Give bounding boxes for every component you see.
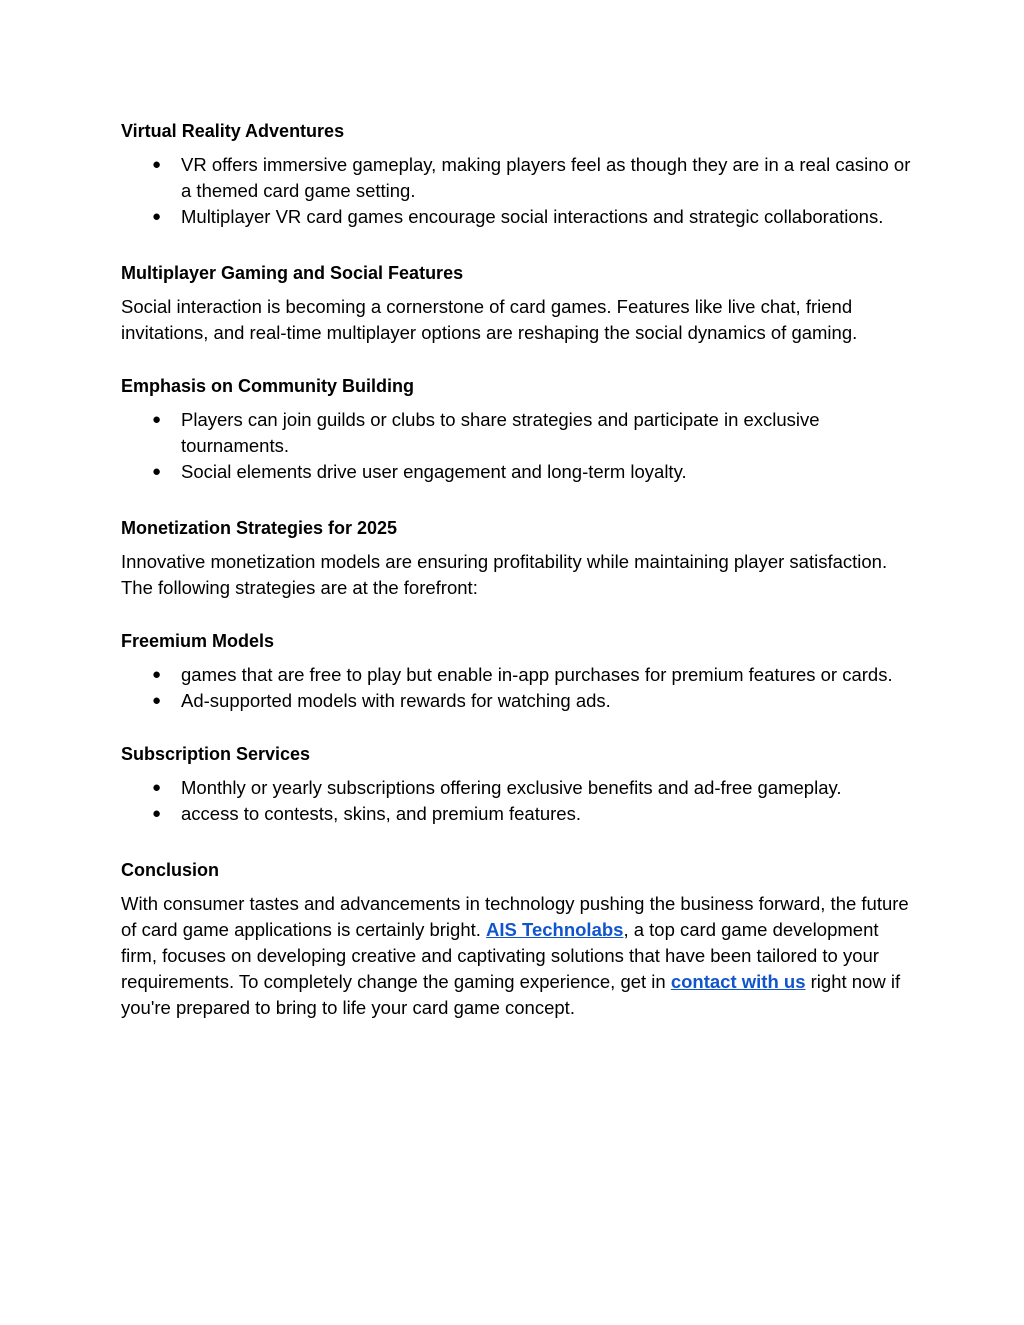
list-item: ● VR offers immersive gameplay, making players feel as though they are in a real casino or a themed card game setting. — [152, 154, 911, 201]
list-freemium — [121, 662, 911, 714]
document-content — [121, 118, 911, 1021]
paragraph-multiplayer: Social interaction is becoming a cornerstone of card games. Features like live chat, friend invitations, and real-time multiplayer options are reshaping the social dynamics of gaming. — [121, 296, 858, 343]
heading-monetization: Monetization Strategies for 2025 — [121, 518, 398, 538]
bullet-icon: ● — [152, 156, 162, 173]
bullet-icon: ● — [152, 463, 162, 480]
list-item: ● access to contests, skins, and premium features. — [121, 801, 911, 827]
bullet-icon: ● — [152, 779, 162, 796]
contact-with-us-link[interactable]: contact with us — [670, 971, 806, 992]
list-item: ● Players can join guilds or clubs to share strategies and participate in exclusive tournaments. — [152, 409, 820, 456]
list-item: ● Ad-supported models with rewards for watching ads. — [121, 688, 911, 714]
bullet-icon: ● — [152, 208, 162, 225]
heading-conclusion: Conclusion — [121, 860, 219, 880]
bullet-icon: ● — [152, 692, 162, 709]
list-item: ● Monthly or yearly subscriptions offering exclusive benefits and ad-free gameplay. — [121, 775, 911, 801]
bullet-icon: ● — [152, 666, 162, 683]
list-item: ● games that are free to play but enable in-app purchases for premium features or cards. — [121, 662, 911, 688]
heading-freemium: Freemium Models — [121, 631, 275, 651]
paragraph-monetization: Innovative monetization models are ensuring profitability while maintaining player satisfaction. The following strategies are at the forefront: — [121, 551, 888, 598]
list-subscription — [121, 775, 911, 827]
heading-vr: Virtual Reality Adventures — [121, 121, 345, 141]
heading-subscription: Subscription Services — [121, 744, 311, 764]
list-community — [121, 407, 911, 485]
heading-community: Emphasis on Community Building — [121, 376, 415, 396]
ais-technolabs-link[interactable]: AIS Technolabs — [486, 919, 624, 940]
list-item: ● Social elements drive user engagement and long-term loyalty. — [121, 459, 911, 485]
list-item: ● Multiplayer VR card games encourage social interactions and strategic collaborations. — [121, 204, 911, 230]
bullet-icon: ● — [152, 411, 162, 428]
bullet-icon: ● — [152, 805, 162, 822]
heading-multiplayer: Multiplayer Gaming and Social Features — [121, 263, 464, 283]
list-vr — [121, 152, 911, 230]
paragraph-conclusion: With consumer tastes and advancements in technology pushing the business forward, the future of card game applications is certainly bright. AIS Technolabs, a top card game development firm, focuses on developing creative and captivating solutions that have been tailored to your requirements. To completely change the gaming experience, get in contact with us right now if you're prepared to bring to life your card game concept. — [121, 893, 909, 1018]
